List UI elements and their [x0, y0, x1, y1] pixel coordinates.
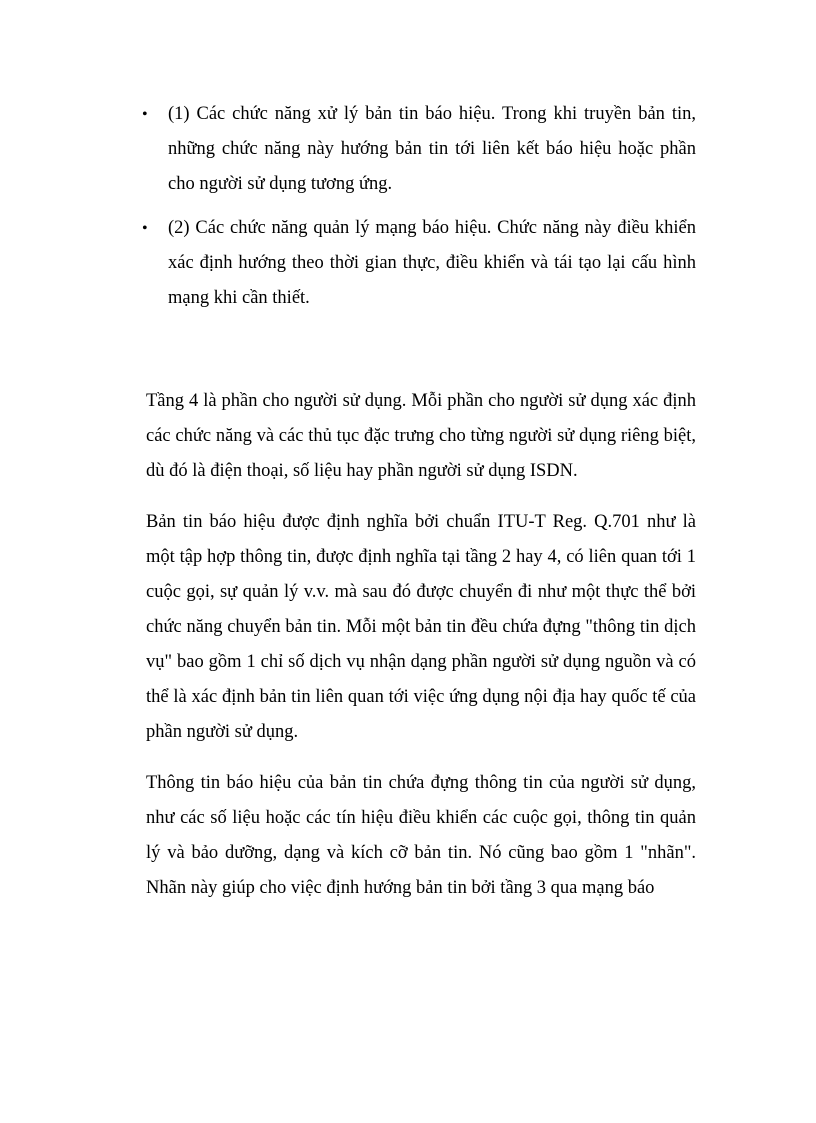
bullet-item — [142, 97, 696, 202]
paragraph: Tầng 4 là phần cho người sử dụng. Mỗi phần cho người sử dụng xác định các chức năng và các thủ tục đặc trưng cho từng người sử dụng riêng biệt, dù đó là điện thoại, số liệu hay phần người sử dụng ISDN. — [146, 391, 696, 481]
bullet-text: (2) Các chức năng quản lý mạng báo hiệu. Chức năng này điều khiển xác định hướng theo thời gian thực, điều khiển và tái tạo lại cấu hình mạng khi cần thiết. — [168, 218, 696, 308]
paragraph: Bản tin báo hiệu được định nghĩa bởi chuẩn ITU-T Reg. Q.701 như là một tập hợp thông tin, được định nghĩa tại tầng 2 hay 4, có liên quan tới 1 cuộc gọi, sự quản lý v.v. mà sau đó được chuyển đi như một thực thể bởi chức năng chuyển bản tin. Mỗi một bản tin đều chứa đựng "thông tin dịch vụ" bao gồm 1 chỉ số dịch vụ nhận dạng phần người sử dụng nguồn và có thể là xác định bản tin liên quan tới việc ứng dụng nội địa hay quốc tế của phần người sử dụng. — [146, 512, 696, 742]
paragraph: Thông tin báo hiệu của bản tin chứa đựng thông tin của người sử dụng, như các số liệu hoặc các tín hiệu điều khiển các cuộc gọi, thông tin quản lý và bảo dưỡng, dạng và kích cỡ bản tin. Nó cũng bao gồm 1 "nhãn". Nhãn này giúp cho việc định hướng bản tin bởi tầng 3 qua mạng báo — [146, 773, 696, 898]
bullet-icon: • — [142, 106, 148, 123]
bullet-icon: • — [142, 220, 148, 237]
bullet-list — [142, 97, 696, 325]
bullet-text: (1) Các chức năng xử lý bản tin báo hiệu. Trong khi truyền bản tin, những chức năng này hướng bản tin tới liên kết báo hiệu hoặc phần cho người sử dụng tương ứng. — [168, 104, 696, 194]
bullet-item — [142, 211, 696, 316]
body-text — [146, 384, 696, 922]
